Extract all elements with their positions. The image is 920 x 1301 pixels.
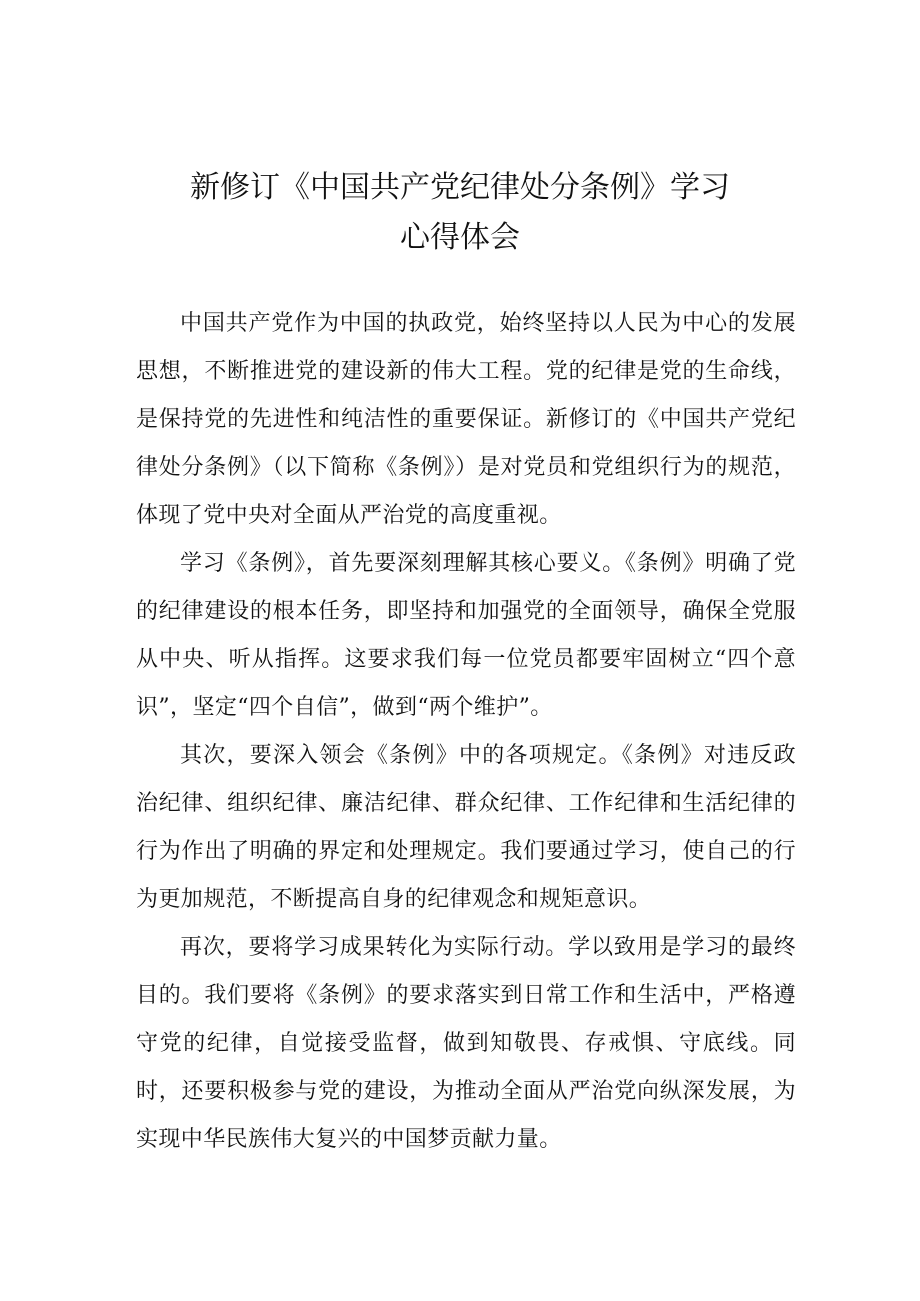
document-title-line-2: 心得体会	[400, 220, 520, 255]
paragraph-4: 再次，要将学习成果转化为实际行动。学以致用是学习的最终目的。我们要将《条例》的要求落实到日常工作和生活中，严格遵守党的纪律，自觉接受监督，做到知敬畏、存戒惧、守底线。同时，还要积极参与党的建设，为推动全面从严治党向纵深发展，为实现中华民族伟大复兴的中国梦贡献力量。	[136, 935, 796, 1152]
document-body	[136, 300, 796, 1164]
paragraph-3: 其次，要深入领会《条例》中的各项规定。《条例》对违反政治纪律、组织纪律、廉洁纪律、群众纪律、工作纪律和生活纪律的行为作出了明确的界定和处理规定。我们要通过学习，使自己的行为更加规范，不断提高自身的纪律观念和规矩意识。	[136, 743, 796, 912]
document-title-line-1: 新修订《中国共产党纪律处分条例》学习	[190, 170, 730, 205]
paragraph-1: 中国共产党作为中国的执政党，始终坚持以人民为中心的发展思想，不断推进党的建设新的伟大工程。党的纪律是党的生命线，是保持党的先进性和纯洁性的重要保证。新修订的《中国共产党纪律处分条例》（以下简称《条例》）是对党员和党组织行为的规范，体现了党中央对全面从严治党的高度重视。	[136, 311, 796, 528]
paragraph-2: 学习《条例》，首先要深刻理解其核心要义。《条例》明确了党的纪律建设的根本任务，即坚持和加强党的全面领导，确保全党服从中央、听从指挥。这要求我们每一位党员都要牢固树立“四个意识”，坚定“四个自信”，做到“两个维护”。	[136, 551, 796, 720]
